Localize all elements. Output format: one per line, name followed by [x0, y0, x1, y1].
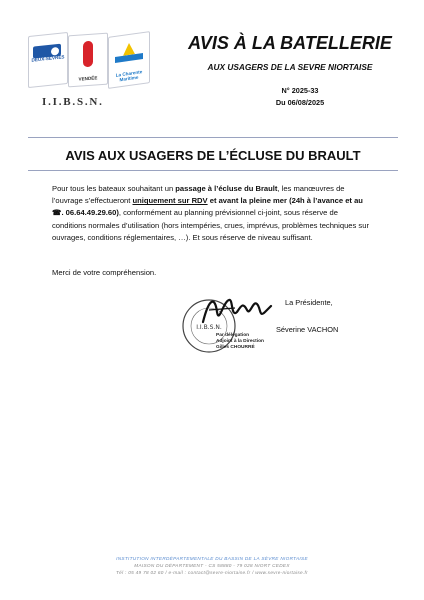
delegation-note	[216, 333, 286, 350]
delegation-line-3: Gilles CHOURRÉ	[216, 344, 255, 350]
notice-headline: AVIS AUX USAGERS DE L’ÉCLUSE DU BRAULT	[65, 148, 361, 163]
iibsn-logo	[28, 30, 158, 90]
footer-institution: INSTITUTION INTERDÉPARTEMENTALE DU BASSIN DE LA SÈVRE NIORTAISE	[116, 556, 308, 561]
phone-number: ☎. 06.64.49.29.60)	[52, 208, 119, 218]
organization-name: I.I.B.S.N.	[42, 96, 104, 108]
footer	[30, 555, 394, 576]
body-text-2: , les manœuvres de l’ouvrage s’effectueront	[52, 184, 345, 206]
flag-label-vendee: VENDÉE	[78, 75, 98, 82]
page-subtitle: AUX USAGERS DE LA SEVRE NIORTAISE	[207, 62, 373, 72]
page-title: AVIS À LA BATELLERIE	[188, 33, 392, 53]
delegation-line-1: Par délégation	[216, 333, 250, 338]
signer-role: La Présidente,	[285, 298, 333, 307]
body-bold-passage: passage à l’écluse du Brault	[175, 184, 278, 193]
divider-top	[28, 137, 398, 138]
body-underline-rdv: uniquement sur RDV	[132, 196, 208, 206]
signer-name: Séverine VACHON	[276, 325, 339, 334]
charente-maritime-flag	[108, 31, 150, 89]
svg-text:I.I.B.S.N.: I.I.B.S.N.	[196, 324, 222, 331]
notice-number: N° 2025-33	[281, 86, 319, 95]
notice-date: Du 06/08/2025	[275, 98, 325, 107]
delegation-line-2: Adjoint à la Direction	[216, 338, 264, 344]
deux-sevres-flag	[28, 32, 68, 88]
vendee-flag	[68, 33, 108, 88]
footer-address: MAISON DU DÉPARTEMENT - CS 58880 - 79 028 NIORT CEDEX	[134, 563, 290, 568]
handwritten-signature	[195, 292, 285, 332]
flag-label-deux-sevres: DEUX-SÈVRES	[31, 54, 65, 63]
notice-body	[52, 183, 370, 244]
footer-contact: Tél : 05 49 78 02 60 / e-mail : contact@sevre-niortaise.fr / www.sevre-niortaise.fr	[116, 570, 308, 575]
thanks-line: Merci de votre compréhension.	[52, 268, 157, 277]
body-bold-pleine-mer: et avant la pleine mer (24h à l’avance et au	[207, 196, 363, 206]
body-text-3: , conformément au planning prévisionnel ci-joint, sous réserve de conditions normales d’utilisation (hors intempéries, crues, imprévus, problèmes techniques sur ouvrages, conditions réglementaires, …). Et sous réserve de niveau suffisant.	[52, 208, 369, 242]
flag-label-charente: La Charente Maritime	[115, 69, 143, 83]
divider-bottom	[28, 170, 398, 171]
body-text-1: Pour tous les bateaux souhaitant un	[52, 184, 176, 193]
